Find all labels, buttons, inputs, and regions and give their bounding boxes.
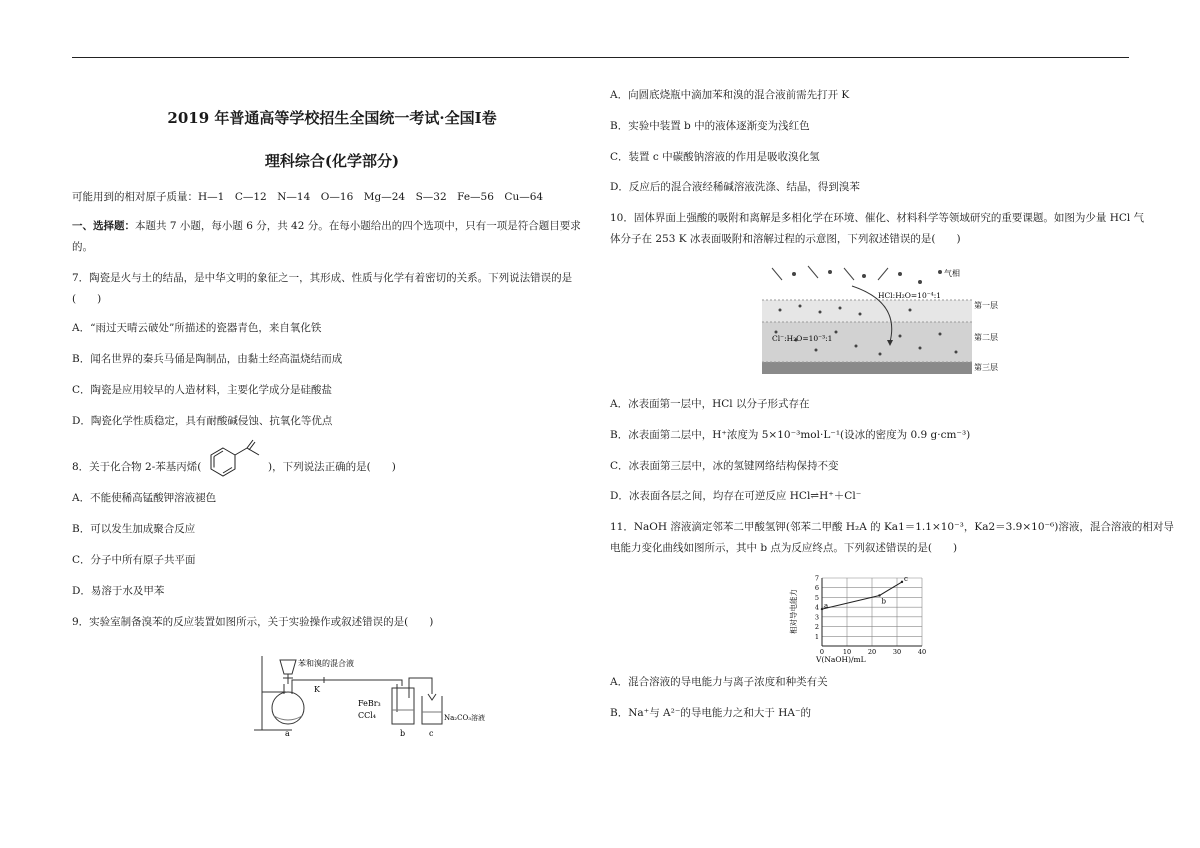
q10-option-d: D．冰表面各层之间，均存在可逆反应 HCl⇌H⁺＋Cl⁻ xyxy=(610,490,862,502)
chart-x-tick-label: 30 xyxy=(892,648,902,656)
ice-surface-figure xyxy=(760,262,1005,380)
page-subtitle: 理科综合(化学部分) xyxy=(264,152,400,170)
chart-x-tick-label: 40 xyxy=(917,648,927,656)
apparatus-label-ccl4: CCl₄ xyxy=(358,711,377,720)
q11-stem-line2: 电能力变化曲线如图所示，其中 b 点为反应终点。下列叙述错误的是( ) xyxy=(610,542,958,554)
q8-option-c: C．分子中所有原子共平面 xyxy=(72,554,196,566)
chart-y-tick-label: 6 xyxy=(814,584,819,593)
apparatus-label-a: a xyxy=(285,729,290,738)
chart-series xyxy=(822,582,902,609)
q8-stem-end: )，下列说法正确的是( ) xyxy=(268,461,396,473)
q9-option-a: A．向圆底烧瓶中滴加苯和溴的混合液前需先打开 K xyxy=(610,89,850,101)
q8-stem-start: 8．关于化合物 2-苯基丙烯( xyxy=(72,461,202,473)
apparatus-label-na2co3: Na₂CO₃溶液 xyxy=(444,714,486,722)
q7-option-a: A．“雨过天晴云破处”所描述的瓷器青色，来自氧化铁 xyxy=(72,322,322,334)
chart-point-label-b: b xyxy=(881,597,886,606)
chart-point-label-c: c xyxy=(904,574,908,583)
q8-option-b: B．可以发生加成聚合反应 xyxy=(72,523,196,535)
chart-y-tick-label: 3 xyxy=(814,613,819,622)
chart-x-axis-label: V(NaOH)/mL xyxy=(816,655,866,664)
chart-y-tick-label: 1 xyxy=(814,632,819,641)
q10-option-b: B．冰表面第二层中，H⁺浓度为 5×10⁻³mol·L⁻¹(设冰的密度为 0.9 g·cm⁻³) xyxy=(610,429,971,441)
apparatus-label-k: K xyxy=(314,685,320,694)
section-label: 一、选择题： xyxy=(72,220,135,232)
chart-grid xyxy=(822,578,922,646)
chart-y-tick-label: 5 xyxy=(814,593,819,602)
q8-option-d: D．易溶于水及甲苯 xyxy=(72,585,165,597)
q11-stem-line1: 11．NaOH 溶液滴定邻苯二甲酸氢钾(邻苯二甲酸 H₂A 的 Ka1＝1.1×10⁻³，Ka2＝3.9×10⁻⁶)溶液，混合溶液的相对导 xyxy=(610,521,1174,533)
chart-point-c xyxy=(901,581,903,583)
ice-label-layer3: 第三层 xyxy=(974,363,998,372)
q9-option-b: B．实验中装置 b 中的液体逐渐变为浅红色 xyxy=(610,120,810,132)
chart-series-line xyxy=(822,582,902,609)
apparatus-label-febr3: FeBr₃ xyxy=(358,699,381,708)
ice-label-layer2: 第二层 xyxy=(974,333,998,342)
phenylpropene-structure xyxy=(205,440,267,482)
chart-y-axis-label: 相对导电能力 xyxy=(789,589,798,634)
q7-option-c: C．陶瓷是应用较早的人造材料，主要化学成分是硅酸盐 xyxy=(72,384,333,396)
q8-option-a: A．不能使稀高锰酸钾溶液褪色 xyxy=(72,492,217,504)
chart-x-tick-label: 0 xyxy=(819,648,825,656)
ice-label-ratio2: Cl⁻:H₂O=10⁻³:1 xyxy=(772,334,833,343)
chart-point-labels xyxy=(821,575,908,610)
q11-option-b: B．Na⁺与 A²⁻的导电能力之和大于 HA⁻的 xyxy=(610,707,811,719)
chart-point-b xyxy=(878,594,880,596)
apparatus-label-mix: 苯和溴的混合液 xyxy=(298,659,354,668)
chart-x-tick-label: 20 xyxy=(867,648,877,656)
chart-y-ticks xyxy=(815,575,819,641)
q10-stem-line1: 10．固体界面上强酸的吸附和离解是多相化学在环境、催化、材料科学等领域研究的重要课题。如图为少量 HCl 气 xyxy=(610,212,1145,224)
apparatus-label-c: c xyxy=(429,729,434,738)
q10-stem-line2: 体分子在 253 K 冰表面吸附和溶解过程的示意图，下列叙述错误的是( ) xyxy=(610,233,961,245)
chart-y-tick-label: 2 xyxy=(814,623,819,632)
q11-option-a: A．混合溶液的导电能力与离子浓度和种类有关 xyxy=(610,676,828,688)
section-intro xyxy=(72,216,592,258)
q9-option-c: C．装置 c 中碳酸钠溶液的作用是吸收溴化氢 xyxy=(610,151,820,163)
chart-x-tick-label: 10 xyxy=(842,648,852,656)
q10-option-c: C．冰表面第三层中，冰的氢键网络结构保持不变 xyxy=(610,460,839,472)
chart-y-tick-label: 7 xyxy=(814,574,819,583)
chart-point-label-a: a xyxy=(824,602,829,611)
chart-y-tick-label: 4 xyxy=(814,603,819,612)
ice-label-layer1: 第一层 xyxy=(974,301,998,310)
header-rule xyxy=(72,57,1129,58)
q9-stem: 9．实验室制备溴苯的反应装置如图所示，关于实验操作或叙述错误的是( ) xyxy=(72,616,434,628)
conductivity-chart xyxy=(788,572,938,664)
section-text: 本题共 7 小题，每小题 6 分，共 42 分。在每小题给出的四个选项中，只有一项是符合题目要求的。 xyxy=(72,220,581,253)
atomic-masses: 可能用到的相对原子质量：H—1 C—12 N—14 O—16 Mg—24 S—32 Fe—56 Cu—64 xyxy=(72,191,544,203)
apparatus-label-b: b xyxy=(400,729,406,738)
q7-option-b: B．闻名世界的秦兵马俑是陶制品，由黏土经高温烧结而成 xyxy=(72,353,343,365)
ice-label-ratio1: HCl:H₂O=10⁻⁴:1 xyxy=(878,291,941,300)
q9-option-d: D．反应后的混合液经稀碱溶液洗涤、结晶，得到溴苯 xyxy=(610,181,860,193)
bromobenzene-apparatus-figure xyxy=(252,650,486,738)
ice-label-gas: 气相 xyxy=(944,269,960,278)
q7-stem: 7．陶瓷是火与土的结晶，是中华文明的象征之一，其形成、性质与化学有着密切的关系。下列说法错误的是( ) xyxy=(72,272,573,305)
q10-option-a: A．冰表面第一层中，HCl 以分子形式存在 xyxy=(610,398,810,410)
chart-point-a xyxy=(821,608,823,610)
q7-option-d: D．陶瓷化学性质稳定，具有耐酸碱侵蚀、抗氧化等优点 xyxy=(72,415,333,427)
page-title: 2019 年普通高等学校招生全国统一考试·全国Ⅰ卷 xyxy=(167,109,497,127)
